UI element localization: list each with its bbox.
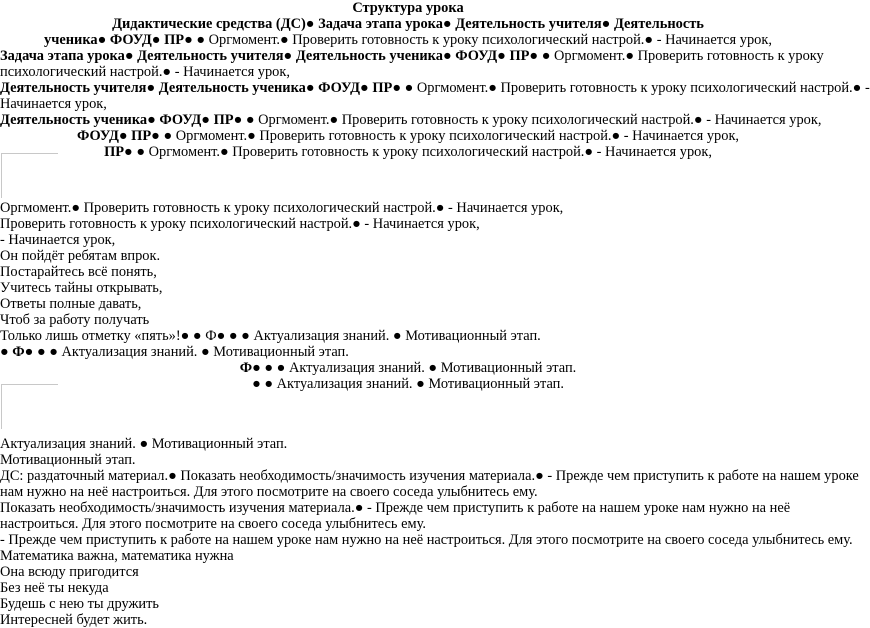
- poem-line: Чтоб за работу получать: [0, 312, 150, 328]
- poem-line: Будешь с нею ты дружить: [0, 596, 159, 612]
- text-line: Показать необходимость/значимость изучения материала.● - Прежде чем приступить к работе на нашем уроке нам нужно на неё: [0, 500, 791, 516]
- text-line: Задача этапа урока● Деятельность учителя● Деятельность ученика● ФОУД● ПР● ● Оргмомент.● Проверить готовность к уроку: [0, 48, 824, 64]
- poem-line: Только лишь отметку «пять»!● ● Ф● ● ● Актуализация знаний. ● Мотивационный этап.: [0, 328, 541, 344]
- text-line: нам нужно на неё настроиться. Для этого посмотрите на своего соседа улыбнитесь ему.: [0, 484, 538, 500]
- text-line: Актуализация знаний. ● Мотивационный этап.: [0, 436, 288, 452]
- poem-line: Он пойдёт ребятам впрок.: [0, 248, 161, 264]
- text-line: Ф● ● ● Актуализация знаний. ● Мотивационный этап.: [239, 360, 577, 376]
- text-line: Деятельность учителя● Деятельность ученика● ФОУД● ПР● ● Оргмомент.● Проверить готовность к уроку психологический настрой.● -: [0, 80, 870, 96]
- text-line: психологический настрой.● - Начинается урок,: [0, 64, 290, 80]
- image-placeholder: [1, 384, 58, 429]
- text-line: Оргмомент.● Проверить готовность к уроку психологический настрой.● - Начинается урок,: [0, 200, 564, 216]
- poem-line: Постарайтесь всё понять,: [0, 264, 157, 280]
- text-line: ● Ф● ● ● Актуализация знаний. ● Мотивационный этап.: [0, 344, 349, 360]
- document-subtitle: Дидактические средства (ДС)● Задача этапа урока● Деятельность учителя● Деятельность: [112, 16, 704, 32]
- text-line: Мотивационный этап.: [0, 452, 136, 468]
- text-line: ФОУД● ПР● ● Оргмомент.● Проверить готовность к уроку психологический настрой.● - Начинается урок,: [76, 128, 740, 144]
- text-line: ДС: раздаточный материал.● Показать необходимость/значимость изучения материала.● - Прежде чем приступить к работе на нашем уроке: [0, 468, 859, 484]
- text-line: ученика● ФОУД● ПР● ● Оргмомент.● Проверить готовность к уроку психологический настрой.● - Начинается урок,: [44, 32, 772, 48]
- document-title: Структура урока: [352, 0, 464, 16]
- text-line: - Начинается урок,: [0, 232, 116, 248]
- poem-line: Ответы полные давать,: [0, 296, 142, 312]
- text-line: Начинается урок,: [0, 96, 107, 112]
- poem-line: Учитесь тайны открывать,: [0, 280, 163, 296]
- text-line: ● ● Актуализация знаний. ● Мотивационный этап.: [252, 376, 564, 392]
- text-line: Деятельность ученика● ФОУД● ПР● ● Оргмомент.● Проверить готовность к уроку психологический настрой.● - Начинается урок,: [0, 112, 822, 128]
- poem-line: Она всюду пригодится: [0, 564, 139, 580]
- text-line: - Прежде чем приступить к работе на нашем уроке нам нужно на неё настроиться. Для этого посмотрите на своего соседа улыбнитесь ему.: [0, 532, 853, 548]
- text-line: ПР● ● Оргмомент.● Проверить готовность к уроку психологический настрой.● - Начинается урок,: [104, 144, 712, 160]
- poem-line: Интересней будет жить.: [0, 612, 148, 628]
- poem-line: Без неё ты некуда: [0, 580, 109, 596]
- image-placeholder: [1, 153, 58, 198]
- poem-line: Математика важна, математика нужна: [0, 548, 234, 564]
- text-line: настроиться. Для этого посмотрите на своего соседа улыбнитесь ему.: [0, 516, 426, 532]
- text-line: Проверить готовность к уроку психологический настрой.● - Начинается урок,: [0, 216, 480, 232]
